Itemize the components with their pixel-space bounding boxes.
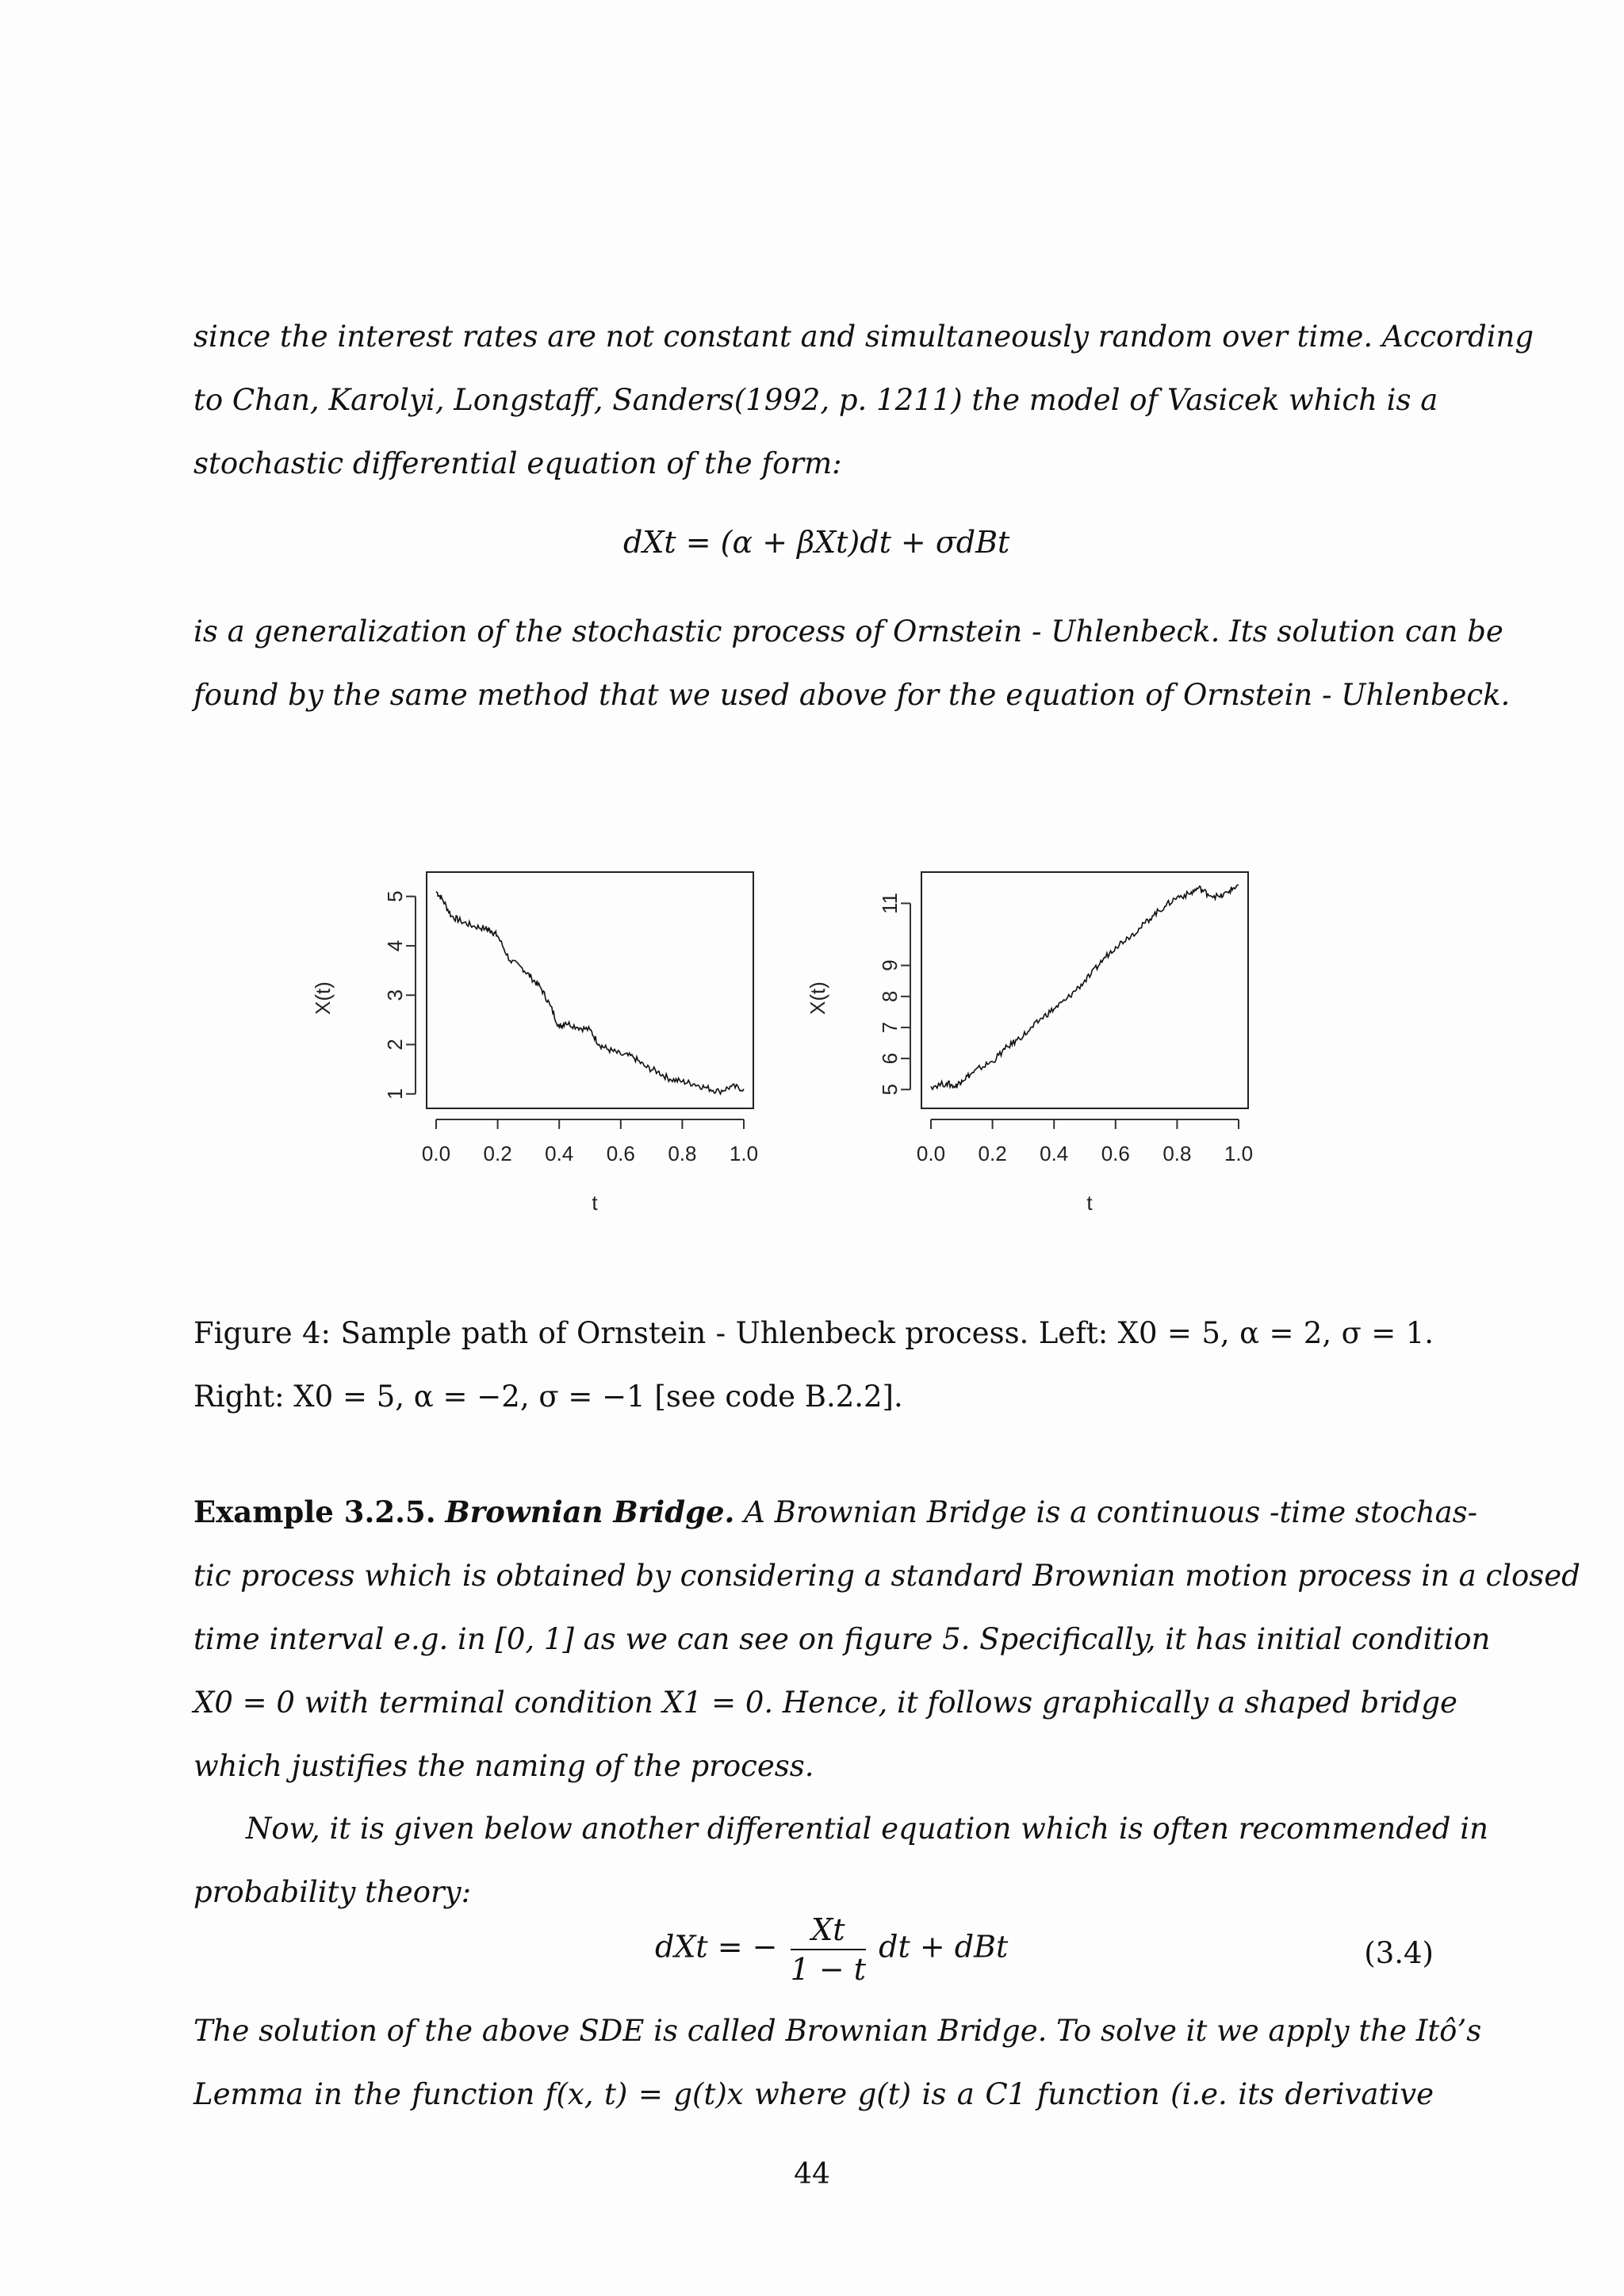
x-tick-label: 1.0 <box>729 1142 759 1165</box>
sample-path-line <box>931 885 1239 1089</box>
fraction-numerator: Xt <box>791 1912 866 1950</box>
plot-frame <box>427 872 753 1108</box>
paragraph-generalization <box>193 600 1511 727</box>
x-axis-label: t <box>1086 1191 1093 1215</box>
y-tick-label: 8 <box>878 990 902 1003</box>
y-tick-label: 1 <box>383 1088 407 1100</box>
x-tick-label: 0.0 <box>421 1142 451 1165</box>
x-tick-label: 1.0 <box>1224 1142 1254 1165</box>
page-number: 44 <box>794 2158 830 2191</box>
y-tick-label: 3 <box>383 989 407 1001</box>
y-tick-label: 6 <box>878 1052 902 1065</box>
y-axis-label: X(t) <box>311 982 335 1015</box>
text-line: X0 = 0 with terminal condition X1 = 0. Hence, it follows graphically a shaped bridge <box>193 1686 1457 1720</box>
x-tick-label: 0.6 <box>1101 1142 1130 1165</box>
chart-right <box>806 872 1253 1215</box>
example-paragraph <box>193 1480 1580 1798</box>
x-tick-label: 0.6 <box>606 1142 635 1165</box>
example-first-line <box>193 1480 1478 1544</box>
text-line: which justifies the naming of the process. <box>193 1749 814 1783</box>
text-line: is a generalization of the stochastic process of Ornstein - Uhlenbeck. Its solution can be <box>193 614 1503 649</box>
text-line: time interval e.g. in [0, 1] as we can see on figure 5. Specifically, it has initial condition <box>193 1622 1491 1656</box>
example-title: Brownian Bridge. <box>445 1494 735 1529</box>
y-tick-label: 5 <box>383 890 407 902</box>
y-tick-label: 4 <box>383 939 407 952</box>
brownian-bridge-equation <box>655 1912 1008 1987</box>
caption-line: Figure 4: Sample path of Ornstein - Uhlenbeck process. Left: X0 = 5, α = 2, σ = 1. <box>193 1316 1434 1350</box>
figure-caption <box>193 1302 1434 1429</box>
text-line: to Chan, Karolyi, Longstaff, Sanders(1992, p. 1211) the model of Vasicek which is a <box>193 383 1438 417</box>
equation-number: (3.4) <box>1364 1936 1434 1970</box>
equation-text: dXt = (α + βXt)dt + σdBt <box>623 525 1010 560</box>
y-tick-label: 9 <box>878 959 902 971</box>
x-axis-label: t <box>592 1191 598 1215</box>
x-tick-label: 0.0 <box>916 1142 946 1165</box>
x-tick-label: 0.8 <box>668 1142 697 1165</box>
sample-path-line <box>436 892 744 1094</box>
text-line: found by the same method that we used above for the equation of Ornstein - Uhlenbeck. <box>193 678 1511 712</box>
text-line: tic process which is obtained by considering a standard Brownian motion process in a closed <box>193 1559 1580 1593</box>
x-tick-label: 0.4 <box>1040 1142 1069 1165</box>
y-tick-label: 2 <box>383 1039 407 1050</box>
text-line: Now, it is given below another differential equation which is often recommended in <box>246 1812 1488 1846</box>
text-line: probability theory: <box>193 1875 472 1909</box>
text-line: stochastic differential equation of the form: <box>193 446 842 480</box>
vasicek-equation <box>623 525 1009 560</box>
x-tick-label: 0.8 <box>1162 1142 1192 1165</box>
text-line: since the interest rates are not constant and simultaneously random over time. According <box>193 320 1534 354</box>
text-line: The solution of the above SDE is called Brownian Bridge. To solve it we apply the Itô’s <box>193 2014 1482 2048</box>
y-tick-label: 5 <box>878 1084 902 1096</box>
paragraph-solution <box>193 1999 1482 2126</box>
equation-right: dt + dBt <box>879 1929 1009 1965</box>
equation-left: dXt = − <box>655 1929 778 1965</box>
paragraph-now <box>193 1797 1488 1924</box>
fraction-denominator: 1 − t <box>790 1952 867 1987</box>
y-tick-label: 7 <box>878 1021 902 1034</box>
figure-4 <box>309 840 1293 1253</box>
example-heading: Example 3.2.5. <box>193 1494 436 1529</box>
plot-frame <box>921 872 1248 1108</box>
caption-line: Right: X0 = 5, α = −2, σ = −1 [see code B.2.2]. <box>193 1380 903 1414</box>
x-tick-label: 0.2 <box>483 1142 512 1165</box>
chart-left <box>311 872 758 1215</box>
y-tick-label: 11 <box>878 892 902 914</box>
text-line: Lemma in the function f(x, t) = g(t)x where g(t) is a C1 function (i.e. its derivative <box>193 2077 1434 2111</box>
x-tick-label: 0.4 <box>545 1142 574 1165</box>
paragraph-intro <box>193 305 1534 496</box>
equation-fraction <box>791 1912 866 1987</box>
y-axis-label: X(t) <box>806 982 829 1015</box>
x-tick-label: 0.2 <box>978 1142 1007 1165</box>
example-text: A Brownian Bridge is a continuous -time stochas- <box>744 1495 1478 1529</box>
